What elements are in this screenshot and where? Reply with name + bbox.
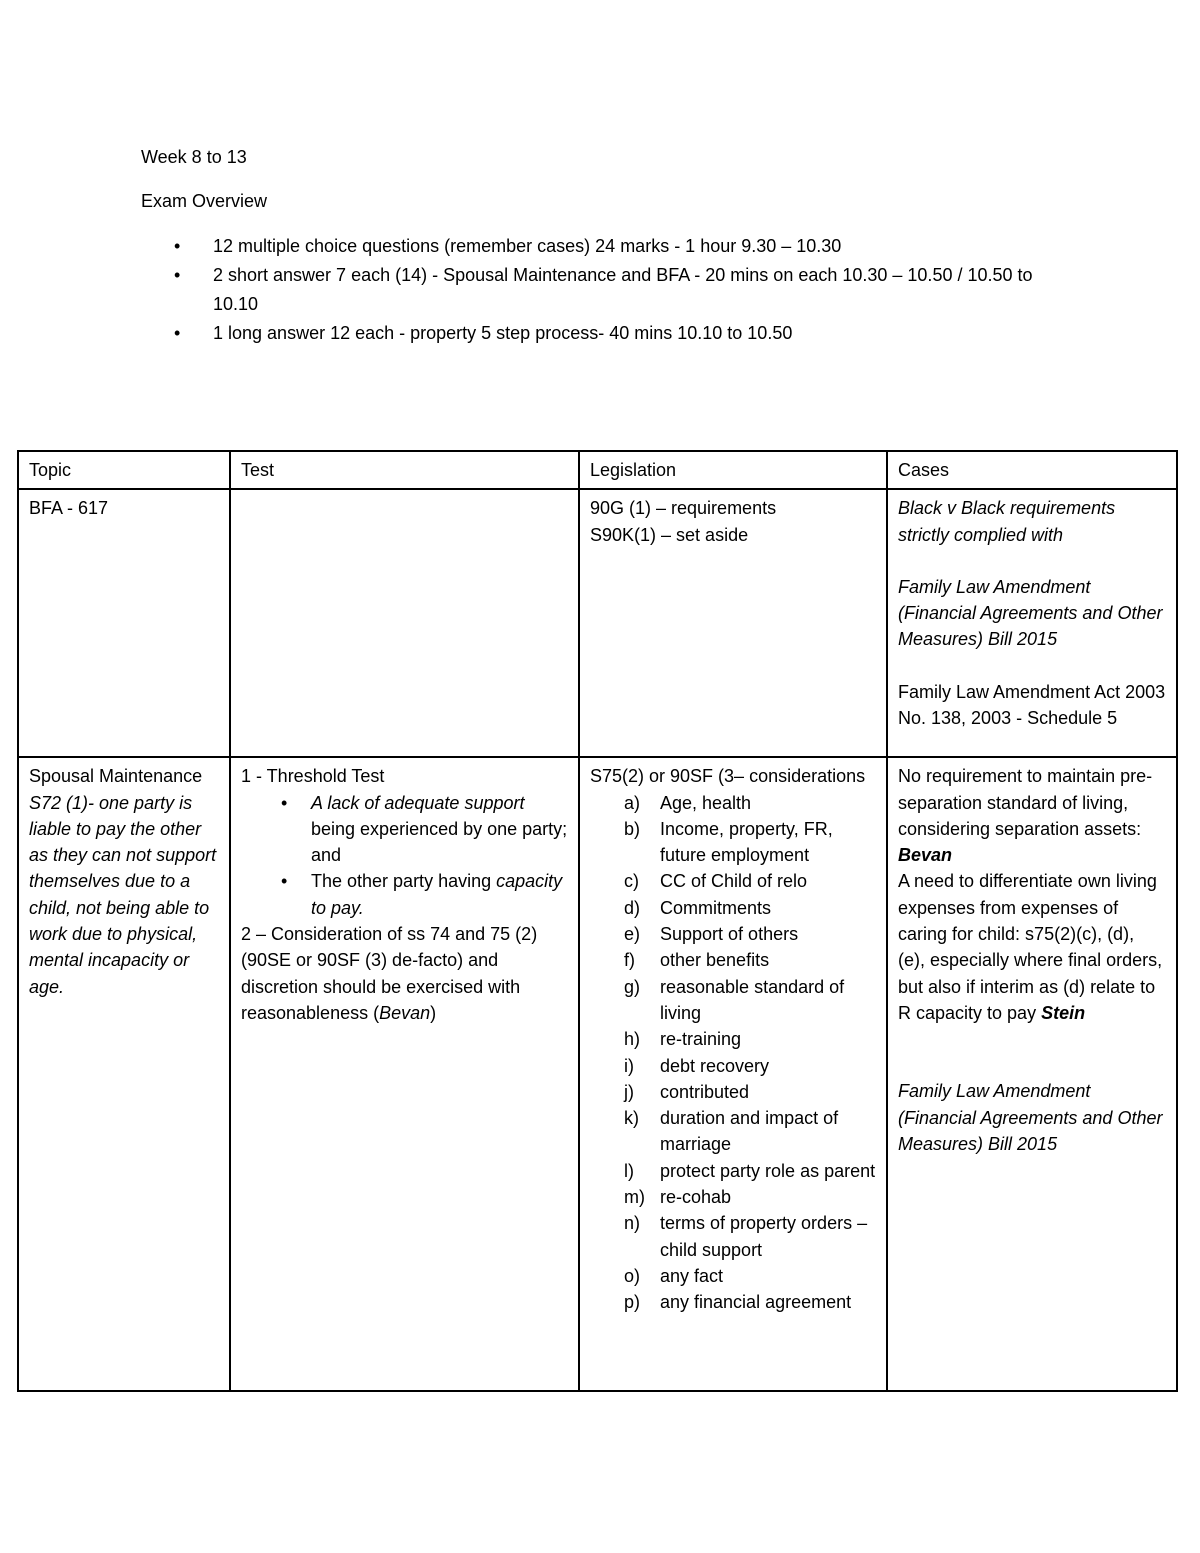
header-legislation: Legislation — [579, 451, 887, 489]
topic-title: Spousal Maintenance — [29, 766, 203, 787]
threshold-test-label: 1 - Threshold Test — [241, 766, 385, 787]
list-item: n) terms of property orders – child support — [624, 1213, 868, 1260]
case-note-stein: A need to differentiate own living expenses from expenses of caring for child: s75(2)(c), (d), (e), especially where final orders, but also if interim as (d) relate to R capacity to pay Stein — [898, 871, 1163, 1023]
list-item: • 12 multiple choice questions (remember cases) 24 marks - 1 hour 9.30 – 10.30 — [141, 232, 1041, 261]
bullet-icon: • — [281, 871, 288, 892]
case-note-bevan: No requirement to maintain pre-separation standard of living, considering separation assets: Bevan — [898, 766, 1153, 866]
exam-overview-list — [141, 232, 1041, 348]
bfa-test-cell — [230, 489, 579, 757]
list-item: • A lack of adequate support being experienced by one party; and — [241, 790, 568, 869]
list-item: • 1 long answer 12 each - property 5 step process- 40 mins 10.10 to 10.50 — [141, 319, 1041, 348]
list-item: k) duration and impact of marriage — [624, 1108, 839, 1155]
spousal-cases-cell — [887, 757, 1177, 1391]
bullet-icon: • — [174, 323, 181, 343]
considerations-list — [590, 790, 876, 1316]
list-item: g) reasonable standard of living — [624, 976, 845, 1023]
table-row — [18, 489, 1177, 757]
case-bill-2015: Family Law Amendment (Financial Agreements and Other Measures) Bill 2015 — [898, 1081, 1163, 1154]
bfa-topic-cell: BFA - 617 — [18, 489, 230, 757]
list-item: b) Income, property, FR, future employment — [624, 818, 833, 866]
legislation-line: S90K(1) – set aside — [590, 524, 749, 545]
list-item: c) CC of Child of relo — [624, 871, 808, 892]
list-item: l) protect party role as parent — [624, 1160, 876, 1181]
case-bill-2015: Family Law Amendment (Financial Agreements and Other Measures) Bill 2015 — [898, 576, 1163, 650]
list-item: • 2 short answer 7 each (14) - Spousal Maintenance and BFA - 20 mins on each 10.30 – 10.50 / 10.50 to 10.10 — [141, 261, 1041, 319]
spousal-legislation-cell — [579, 757, 887, 1391]
header-test: Test — [230, 451, 579, 489]
list-item: d) Commitments — [624, 897, 772, 918]
spousal-test-cell — [230, 757, 579, 1391]
table-row — [18, 757, 1177, 1391]
list-item: i) debt recovery — [624, 1055, 770, 1076]
bfa-legislation-cell — [579, 489, 887, 757]
bullet-icon: • — [174, 236, 181, 256]
bullet-icon: • — [281, 792, 288, 813]
header-cases: Cases — [887, 451, 1177, 489]
list-item: a) Age, health — [624, 792, 752, 813]
list-item: h) re-training — [624, 1029, 742, 1050]
spousal-topic-cell — [18, 757, 230, 1391]
threshold-list — [241, 790, 568, 921]
list-item: j) contributed — [624, 1081, 750, 1102]
list-item: f) other benefits — [624, 950, 770, 971]
list-item: • The other party having capacity to pay. — [241, 868, 568, 921]
bfa-cases-cell — [887, 489, 1177, 757]
list-item: p) any financial agreement — [624, 1292, 852, 1313]
legislation-line: 90G (1) – requirements — [590, 498, 777, 519]
case-black-v-black: Black v Black requirements strictly complied with — [898, 498, 1116, 545]
header-topic: Topic — [18, 451, 230, 489]
week-heading: Week 8 to 13 — [141, 147, 247, 167]
list-item: e) Support of others — [624, 924, 799, 945]
summary-table — [17, 450, 1178, 1392]
list-item: m) re-cohab — [624, 1187, 732, 1208]
bullet-icon: • — [174, 265, 181, 285]
legislation-intro: S75(2) or 90SF (3– considerations — [590, 766, 866, 787]
topic-description: S72 (1)- one party is liable to pay the other as they can not support themselves due to a child, not being able to work due to physical, mental incapacity or age. — [29, 792, 217, 997]
consideration-text: 2 – Consideration of ss 74 and 75 (2) (90SE or 90SF (3) de-facto) and discretion should be exercised with reasonableness (Bevan) — [241, 924, 538, 1023]
exam-overview-heading: Exam Overview — [141, 191, 268, 211]
list-item: o) any fact — [624, 1265, 724, 1286]
case-act-2003: Family Law Amendment Act 2003 No. 138, 2003 - Schedule 5 — [898, 681, 1166, 729]
table-header-row — [18, 451, 1177, 489]
